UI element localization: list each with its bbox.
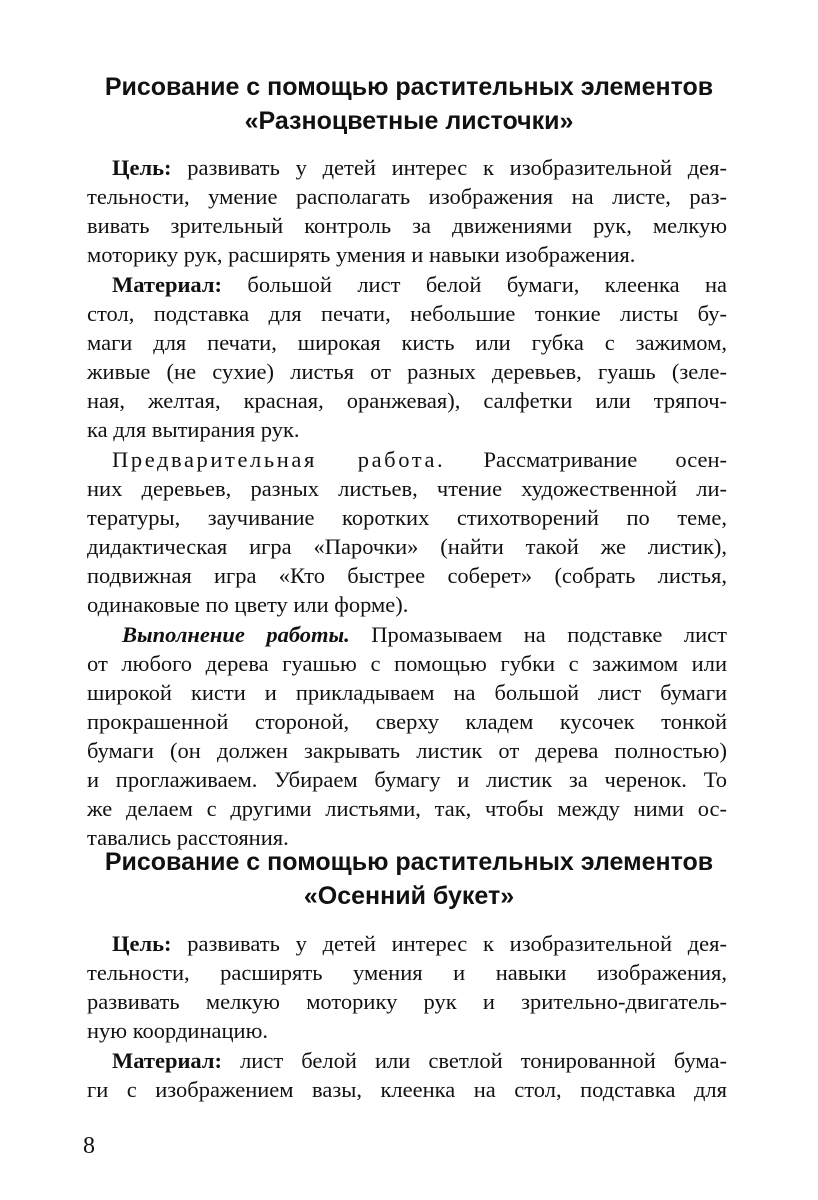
s1-goal-line: моторику рук, расширять умения и навыки изображения. [87,242,636,267]
s2-goal-line: Цель: развивать у детей интерес к изобразительной дея- [112,931,727,956]
s1-goal-line: тельности, умение располагать изображения на листе, раз- [87,184,727,209]
s1-work-line: от любого дерева гуашью с помощью губки с зажимом или [87,651,727,676]
page-number: 8 [83,1133,95,1159]
s1-work-line: прокрашенной стороной, сверху кладем кусочек тонкой [87,709,727,734]
s1-work-line: бумаги (он должен закрывать листик от дерева полностью) [87,738,727,763]
section1-title: Рисование с помощью растительных элементов «Разноцветные листочки» [104,73,714,135]
s1-material-label: Материал: [112,272,222,297]
section2-title: Рисование с помощью растительных элементов «Осенний букет» [104,848,714,910]
s1-goal-line: вивать зрительный контроль за движениями рук, мелкую [87,213,727,238]
s1-prep-label: Предварительная работа. [112,447,446,472]
s1-material-line: Материал: большой лист белой бумаги, клеенка на [112,272,727,297]
s1-work-line: же делаем с другими листьями, так, чтобы между ними ос- [87,796,727,821]
s1-work-label: Выполнение работы. [122,622,350,647]
s2-goal-line: ную координацию. [87,1018,268,1043]
s1-goal-line: Цель: развивать у детей интерес к изобразительной дея- [112,155,727,180]
s1-material-line: ная, желтая, красная, оранжевая), салфетки или тряпоч- [87,388,727,413]
s1-material-line: стол, подставка для печати, небольшие тонкие листы бу- [87,301,727,326]
s2-material-line: ги с изображением вазы, клеенка на стол, подставка для [87,1077,727,1102]
s1-prep-line: них деревьев, разных листьев, чтение художественной ли- [87,476,727,501]
s1-material-line: ка для вытирания рук. [87,417,300,442]
s1-prep-line: подвижная игра «Кто быстрее соберет» (собрать листья, [87,563,727,588]
s2-material-line: Материал: лист белой или светлой тонированной бума- [112,1048,727,1073]
s1-work-line: широкой кисти и прикладываем на большой лист бумаги [87,680,727,705]
s1-goal-label: Цель: [112,155,172,180]
s1-work-line: тавались расстояния. [87,825,289,850]
s1-prep-line: Предварительная работа. Рассматривание осен- [112,447,727,472]
s2-goal-line: развивать мелкую моторику рук и зрительно-двигатель- [87,989,727,1014]
s2-goal-line: тельности, расширять умения и навыки изображения, [87,960,727,985]
s1-prep-line: тературы, заучивание коротких стихотворений по теме, [87,505,727,530]
s1-material-line: живые (не сухие) листья от разных деревьев, гуашь (зеле- [87,359,727,384]
s1-work-line: Выполнение работы. Промазываем на подставке лист [122,622,727,647]
s2-goal-label: Цель: [112,931,172,956]
s1-prep-line: одинаковые по цвету или форме). [87,592,409,617]
s1-prep-line: дидактическая игра «Парочки» (найти такой же листик), [87,534,727,559]
s1-work-line: и проглаживаем. Убираем бумагу и листик за черенок. То [87,767,727,792]
s2-material-label: Материал: [112,1048,222,1073]
s1-material-line: маги для печати, широкая кисть или губка с зажимом, [87,330,727,355]
